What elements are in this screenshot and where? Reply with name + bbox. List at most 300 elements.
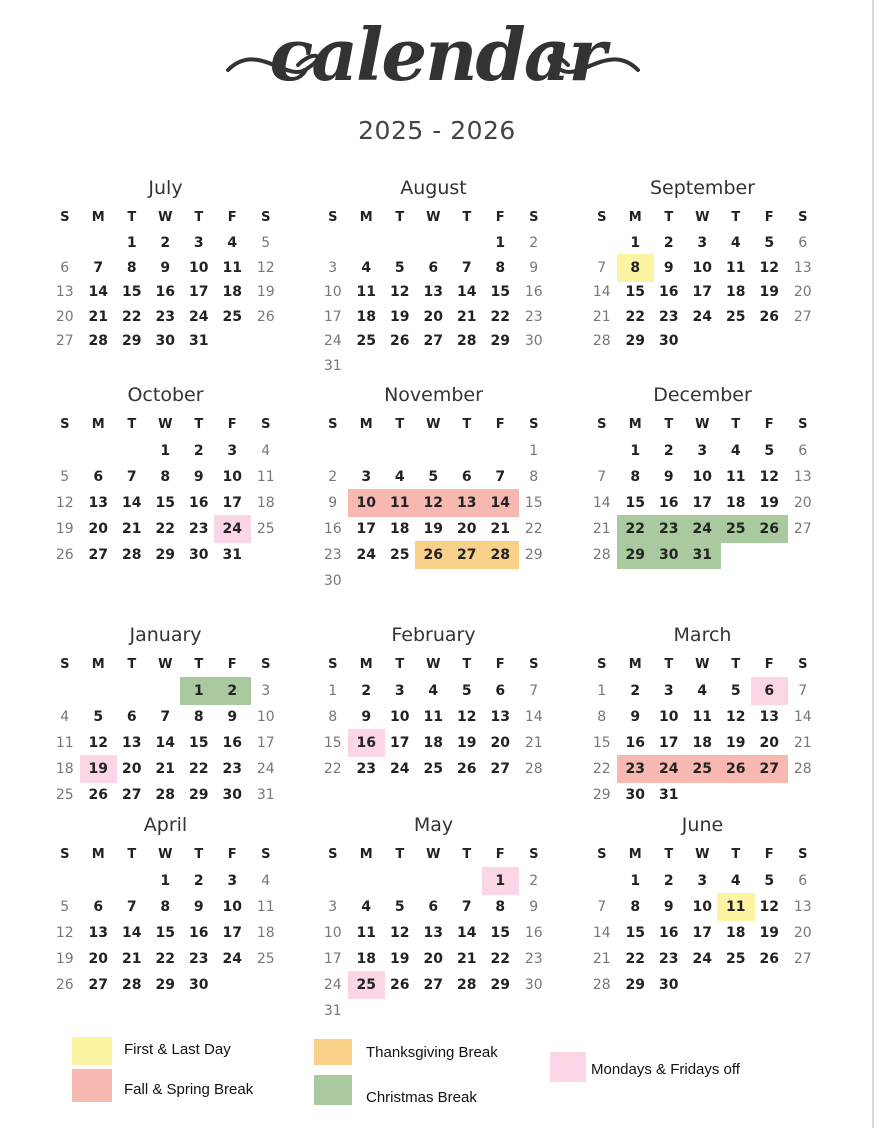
day-cell: 25 bbox=[726, 951, 746, 967]
day-cell: 22 bbox=[189, 761, 209, 777]
day-cell: 22 bbox=[625, 308, 645, 325]
month-name: May bbox=[413, 814, 454, 836]
day-cell: 30 bbox=[524, 333, 543, 350]
day-cell: 7 bbox=[529, 683, 539, 699]
day-cell: 15 bbox=[625, 495, 645, 511]
day-cell: 14 bbox=[122, 495, 142, 511]
day-cell: 13 bbox=[457, 495, 477, 511]
day-cell: 16 bbox=[356, 735, 376, 751]
day-cell: 20 bbox=[423, 951, 443, 967]
weekday-label: T bbox=[462, 210, 472, 225]
day-cell: 27 bbox=[423, 977, 443, 993]
day-cell: 8 bbox=[495, 259, 506, 276]
day-cell: 28 bbox=[592, 333, 611, 350]
day-cell: 17 bbox=[390, 735, 410, 751]
day-cell: 30 bbox=[659, 547, 679, 563]
day-cell: 21 bbox=[155, 761, 175, 777]
day-cell: 6 bbox=[93, 899, 104, 915]
day-cell: 8 bbox=[630, 899, 641, 915]
weekday-label: S bbox=[798, 417, 808, 432]
day-cell: 8 bbox=[160, 469, 171, 485]
day-cell: 19 bbox=[759, 284, 779, 301]
day-cell: 15 bbox=[625, 925, 645, 941]
day-cell: 3 bbox=[697, 443, 708, 459]
weekday-label: T bbox=[194, 847, 204, 862]
day-cell: 24 bbox=[692, 308, 712, 325]
day-cell: 17 bbox=[256, 735, 275, 751]
month-name: April bbox=[143, 814, 188, 836]
day-cell: 4 bbox=[730, 443, 741, 459]
day-cell: 7 bbox=[126, 899, 137, 915]
day-cell: 16 bbox=[189, 495, 209, 511]
day-cell: 27 bbox=[793, 521, 812, 537]
weekday-label: S bbox=[261, 657, 271, 672]
day-cell: 28 bbox=[592, 977, 611, 993]
day-cell: 29 bbox=[122, 333, 142, 350]
day-cell: 3 bbox=[328, 899, 338, 915]
weekday-label: S bbox=[529, 417, 539, 432]
day-cell: 11 bbox=[256, 899, 275, 915]
day-cell: 1 bbox=[630, 235, 641, 251]
day-cell: 19 bbox=[55, 951, 74, 967]
weekday-label: T bbox=[462, 417, 472, 432]
day-cell: 18 bbox=[256, 925, 275, 941]
day-cell: 7 bbox=[798, 683, 808, 699]
day-cell: 17 bbox=[692, 284, 712, 301]
day-cell: 10 bbox=[659, 709, 679, 725]
day-cell: 10 bbox=[390, 709, 410, 725]
day-cell: 31 bbox=[222, 547, 242, 563]
day-cell: 2 bbox=[663, 235, 674, 251]
day-cell: 14 bbox=[457, 284, 477, 301]
day-cell: 25 bbox=[390, 547, 410, 563]
day-cell: 9 bbox=[529, 259, 539, 276]
day-cell: 12 bbox=[88, 735, 108, 751]
day-cell: 8 bbox=[495, 899, 506, 915]
weekday-label: S bbox=[597, 417, 607, 432]
day-cell: 14 bbox=[155, 735, 175, 751]
day-cell: 17 bbox=[323, 951, 342, 967]
day-cell: 11 bbox=[222, 259, 242, 276]
weekday-label: M bbox=[91, 417, 105, 432]
day-cell: 1 bbox=[529, 443, 539, 459]
day-cell: 12 bbox=[256, 259, 275, 276]
day-cell: 8 bbox=[160, 899, 171, 915]
day-cell: 12 bbox=[390, 284, 410, 301]
month-name: June bbox=[681, 814, 724, 836]
day-cell: 19 bbox=[423, 521, 443, 537]
day-cell: 11 bbox=[726, 469, 746, 485]
weekday-label: S bbox=[60, 657, 70, 672]
day-cell: 21 bbox=[592, 951, 611, 967]
day-cell: 3 bbox=[261, 683, 271, 699]
day-cell: 5 bbox=[394, 899, 405, 915]
day-cell: 30 bbox=[189, 547, 209, 563]
day-cell: 7 bbox=[126, 469, 137, 485]
day-cell: 29 bbox=[625, 977, 645, 993]
day-cell: 18 bbox=[390, 521, 410, 537]
day-cell: 8 bbox=[630, 469, 641, 485]
day-cell: 4 bbox=[361, 899, 372, 915]
weekday-label: W bbox=[695, 657, 710, 672]
weekday-label: S bbox=[529, 847, 539, 862]
day-cell: 3 bbox=[227, 873, 238, 889]
day-cell: 13 bbox=[88, 925, 108, 941]
day-cell: 18 bbox=[692, 735, 712, 751]
day-cell: 2 bbox=[328, 469, 338, 485]
weekday-label: S bbox=[60, 847, 70, 862]
day-cell: 22 bbox=[490, 951, 510, 967]
day-cell: 25 bbox=[356, 333, 376, 350]
day-cell: 14 bbox=[592, 495, 611, 511]
day-cell: 9 bbox=[663, 469, 674, 485]
day-cell: 31 bbox=[323, 358, 342, 374]
day-cell: 14 bbox=[592, 925, 611, 941]
day-cell: 3 bbox=[328, 259, 338, 276]
day-cell: 17 bbox=[659, 735, 679, 751]
day-cell: 21 bbox=[122, 521, 142, 537]
day-cell: 17 bbox=[323, 308, 342, 325]
day-cell: 14 bbox=[457, 925, 477, 941]
day-cell: 28 bbox=[122, 547, 142, 563]
day-cell: 13 bbox=[759, 709, 779, 725]
day-cell: 16 bbox=[189, 925, 209, 941]
day-cell: 3 bbox=[193, 235, 204, 251]
day-cell: 21 bbox=[793, 735, 812, 751]
weekday-label: M bbox=[359, 847, 373, 862]
day-cell: 25 bbox=[222, 308, 242, 325]
weekday-label: T bbox=[731, 417, 741, 432]
month-name: September bbox=[649, 177, 756, 199]
weekday-label: M bbox=[359, 657, 373, 672]
day-cell: 3 bbox=[227, 443, 238, 459]
day-cell: 4 bbox=[697, 683, 708, 699]
day-cell: 22 bbox=[155, 521, 175, 537]
weekday-label: M bbox=[91, 657, 105, 672]
weekday-label: W bbox=[426, 417, 441, 432]
day-cell: 7 bbox=[495, 469, 506, 485]
weekday-label: F bbox=[495, 657, 505, 672]
weekday-label: T bbox=[194, 417, 204, 432]
day-cell: 11 bbox=[256, 469, 275, 485]
day-cell: 20 bbox=[490, 735, 510, 751]
day-cell: 31 bbox=[659, 787, 679, 803]
day-cell: 16 bbox=[659, 284, 679, 301]
day-cell: 16 bbox=[625, 735, 645, 751]
weekday-label: T bbox=[731, 847, 741, 862]
day-cell: 15 bbox=[592, 735, 611, 751]
day-cell: 18 bbox=[726, 284, 746, 301]
day-cell: 29 bbox=[625, 547, 645, 563]
day-cell: 7 bbox=[461, 899, 472, 915]
day-cell: 12 bbox=[759, 469, 779, 485]
day-cell: 11 bbox=[726, 899, 746, 915]
day-cell: 16 bbox=[222, 735, 242, 751]
weekday-label: F bbox=[495, 210, 505, 225]
day-cell: 15 bbox=[625, 284, 645, 301]
day-cell: 18 bbox=[423, 735, 443, 751]
month-name: October bbox=[127, 384, 204, 406]
day-cell: 9 bbox=[663, 259, 674, 276]
weekday-label: W bbox=[158, 847, 173, 862]
day-cell: 29 bbox=[155, 547, 175, 563]
day-cell: 16 bbox=[659, 495, 679, 511]
day-cell: 15 bbox=[490, 925, 510, 941]
day-cell: 29 bbox=[490, 333, 510, 350]
day-cell: 12 bbox=[726, 709, 746, 725]
day-cell: 5 bbox=[461, 683, 472, 699]
day-cell: 1 bbox=[495, 235, 506, 251]
day-cell: 29 bbox=[189, 787, 209, 803]
weekday-label: F bbox=[495, 417, 505, 432]
day-cell: 15 bbox=[323, 735, 342, 751]
day-cell: 29 bbox=[524, 547, 543, 563]
day-cell: 24 bbox=[692, 951, 712, 967]
day-cell: 10 bbox=[222, 899, 242, 915]
day-cell: 3 bbox=[697, 235, 708, 251]
weekday-label: W bbox=[426, 210, 441, 225]
day-cell: 26 bbox=[759, 308, 779, 325]
day-cell: 21 bbox=[592, 521, 611, 537]
day-cell: 14 bbox=[490, 495, 510, 511]
day-cell: 29 bbox=[625, 333, 645, 350]
day-cell: 1 bbox=[160, 443, 171, 459]
legend-label-thanksgiving: Thanksgiving Break bbox=[366, 1044, 498, 1061]
day-cell: 2 bbox=[193, 873, 204, 889]
day-cell: 25 bbox=[256, 521, 275, 537]
day-cell: 30 bbox=[659, 333, 679, 350]
day-cell: 1 bbox=[193, 683, 204, 699]
day-cell: 5 bbox=[60, 899, 70, 915]
day-cell: 20 bbox=[793, 495, 812, 511]
day-cell: 24 bbox=[390, 761, 410, 777]
day-cell: 27 bbox=[490, 761, 510, 777]
day-cell: 31 bbox=[692, 547, 712, 563]
day-cell: 22 bbox=[490, 308, 510, 325]
weekday-label: T bbox=[395, 210, 405, 225]
day-cell: 5 bbox=[261, 235, 271, 251]
weekday-label: M bbox=[359, 210, 373, 225]
weekday-label: T bbox=[127, 657, 137, 672]
day-cell: 28 bbox=[793, 761, 812, 777]
day-cell: 19 bbox=[759, 495, 779, 511]
day-cell: 25 bbox=[256, 951, 275, 967]
weekday-label: T bbox=[395, 417, 405, 432]
month-name: December bbox=[653, 384, 752, 406]
day-cell: 4 bbox=[730, 235, 741, 251]
day-cell: 7 bbox=[93, 259, 104, 276]
day-cell: 3 bbox=[663, 683, 674, 699]
day-cell: 1 bbox=[495, 873, 506, 889]
weekday-label: F bbox=[764, 417, 774, 432]
day-cell: 27 bbox=[88, 547, 108, 563]
day-cell: 20 bbox=[793, 925, 812, 941]
day-cell: 31 bbox=[323, 1003, 342, 1019]
legend-label-mon-fri-off: Mondays & Fridays off bbox=[591, 1061, 740, 1078]
day-cell: 19 bbox=[390, 308, 410, 325]
day-cell: 4 bbox=[261, 873, 271, 889]
month-name: March bbox=[673, 624, 732, 646]
day-cell: 27 bbox=[759, 761, 779, 777]
day-cell: 24 bbox=[189, 308, 209, 325]
day-cell: 25 bbox=[692, 761, 712, 777]
day-cell: 5 bbox=[764, 443, 775, 459]
weekday-label: T bbox=[395, 847, 405, 862]
weekday-label: W bbox=[158, 417, 173, 432]
day-cell: 2 bbox=[193, 443, 204, 459]
day-cell: 25 bbox=[726, 308, 746, 325]
day-cell: 18 bbox=[256, 495, 275, 511]
weekday-label: T bbox=[664, 417, 674, 432]
day-cell: 28 bbox=[490, 547, 510, 563]
day-cell: 9 bbox=[160, 259, 171, 276]
day-cell: 9 bbox=[663, 899, 674, 915]
weekday-label: T bbox=[731, 210, 741, 225]
day-cell: 10 bbox=[323, 284, 342, 301]
weekday-label: S bbox=[261, 847, 271, 862]
day-cell: 28 bbox=[122, 977, 142, 993]
day-cell: 24 bbox=[356, 547, 376, 563]
day-cell: 5 bbox=[428, 469, 439, 485]
day-cell: 1 bbox=[630, 443, 641, 459]
weekday-label: S bbox=[798, 210, 808, 225]
day-cell: 26 bbox=[423, 547, 443, 563]
day-cell: 12 bbox=[423, 495, 443, 511]
weekday-label: F bbox=[764, 847, 774, 862]
day-cell: 10 bbox=[323, 925, 342, 941]
day-cell: 10 bbox=[222, 469, 242, 485]
day-cell: 23 bbox=[323, 547, 342, 563]
day-cell: 24 bbox=[256, 761, 275, 777]
day-cell: 8 bbox=[193, 709, 204, 725]
day-cell: 24 bbox=[222, 521, 242, 537]
day-cell: 30 bbox=[155, 333, 175, 350]
day-cell: 21 bbox=[122, 951, 142, 967]
day-cell: 19 bbox=[256, 284, 275, 301]
weekday-label: T bbox=[664, 847, 674, 862]
day-cell: 26 bbox=[88, 787, 108, 803]
day-cell: 18 bbox=[726, 925, 746, 941]
day-cell: 5 bbox=[394, 259, 405, 276]
day-cell: 23 bbox=[222, 761, 242, 777]
day-cell: 15 bbox=[189, 735, 209, 751]
day-cell: 17 bbox=[356, 521, 376, 537]
day-cell: 24 bbox=[323, 977, 342, 993]
day-cell: 9 bbox=[630, 709, 641, 725]
day-cell: 2 bbox=[630, 683, 641, 699]
day-cell: 16 bbox=[524, 925, 543, 941]
page-title: calendar bbox=[269, 12, 605, 97]
weekday-label: S bbox=[261, 210, 271, 225]
day-cell: 21 bbox=[490, 521, 510, 537]
day-cell: 28 bbox=[592, 547, 611, 563]
day-cell: 27 bbox=[55, 333, 74, 350]
day-cell: 6 bbox=[428, 259, 439, 276]
day-cell: 26 bbox=[55, 547, 74, 563]
day-cell: 21 bbox=[457, 951, 477, 967]
day-cell: 30 bbox=[625, 787, 645, 803]
legend-swatch-christmas bbox=[314, 1075, 352, 1105]
day-cell: 4 bbox=[261, 443, 271, 459]
legend-swatch-first-last bbox=[72, 1037, 112, 1065]
day-cell: 2 bbox=[361, 683, 372, 699]
day-cell: 24 bbox=[659, 761, 679, 777]
day-cell: 1 bbox=[126, 235, 137, 251]
weekday-label: T bbox=[462, 847, 472, 862]
day-cell: 12 bbox=[457, 709, 477, 725]
day-cell: 9 bbox=[529, 899, 539, 915]
weekday-label: W bbox=[695, 210, 710, 225]
weekday-label: F bbox=[227, 657, 237, 672]
day-cell: 19 bbox=[390, 951, 410, 967]
day-cell: 10 bbox=[692, 469, 712, 485]
day-cell: 31 bbox=[189, 333, 209, 350]
day-cell: 6 bbox=[93, 469, 104, 485]
day-cell: 4 bbox=[361, 259, 372, 276]
day-cell: 16 bbox=[524, 284, 543, 301]
day-cell: 25 bbox=[356, 977, 376, 993]
day-cell: 22 bbox=[524, 521, 543, 537]
day-cell: 25 bbox=[55, 787, 74, 803]
day-cell: 27 bbox=[793, 951, 812, 967]
weekday-label: W bbox=[695, 847, 710, 862]
day-cell: 4 bbox=[730, 873, 741, 889]
weekday-label: F bbox=[495, 847, 505, 862]
day-cell: 28 bbox=[457, 333, 477, 350]
day-cell: 5 bbox=[764, 235, 775, 251]
day-cell: 23 bbox=[189, 521, 209, 537]
day-cell: 14 bbox=[88, 284, 108, 301]
day-cell: 28 bbox=[524, 761, 543, 777]
day-cell: 19 bbox=[457, 735, 477, 751]
weekday-label: T bbox=[127, 210, 137, 225]
day-cell: 30 bbox=[524, 977, 543, 993]
day-cell: 2 bbox=[663, 873, 674, 889]
day-cell: 21 bbox=[88, 308, 108, 325]
day-cell: 28 bbox=[155, 787, 175, 803]
weekday-label: F bbox=[227, 210, 237, 225]
weekday-label: M bbox=[91, 210, 105, 225]
day-cell: 7 bbox=[597, 259, 607, 276]
weekday-label: M bbox=[628, 417, 642, 432]
day-cell: 30 bbox=[659, 977, 679, 993]
day-cell: 29 bbox=[592, 787, 611, 803]
weekday-label: S bbox=[60, 210, 70, 225]
day-cell: 7 bbox=[597, 469, 607, 485]
day-cell: 26 bbox=[726, 761, 746, 777]
day-cell: 18 bbox=[356, 951, 376, 967]
weekday-label: S bbox=[60, 417, 70, 432]
day-cell: 15 bbox=[155, 495, 175, 511]
day-cell: 9 bbox=[193, 469, 204, 485]
day-cell: 13 bbox=[423, 284, 443, 301]
weekday-label: F bbox=[227, 847, 237, 862]
legend-swatch-mon-fri-off bbox=[550, 1052, 586, 1082]
legend-label-christmas: Christmas Break bbox=[366, 1089, 477, 1106]
day-cell: 17 bbox=[692, 495, 712, 511]
day-cell: 8 bbox=[529, 469, 539, 485]
day-cell: 16 bbox=[155, 284, 175, 301]
day-cell: 11 bbox=[356, 925, 376, 941]
day-cell: 11 bbox=[726, 259, 746, 276]
day-cell: 13 bbox=[122, 735, 142, 751]
day-cell: 19 bbox=[55, 521, 74, 537]
day-cell: 17 bbox=[222, 495, 242, 511]
day-cell: 21 bbox=[524, 735, 543, 751]
day-cell: 7 bbox=[160, 709, 171, 725]
day-cell: 20 bbox=[55, 308, 74, 325]
day-cell: 13 bbox=[793, 469, 812, 485]
